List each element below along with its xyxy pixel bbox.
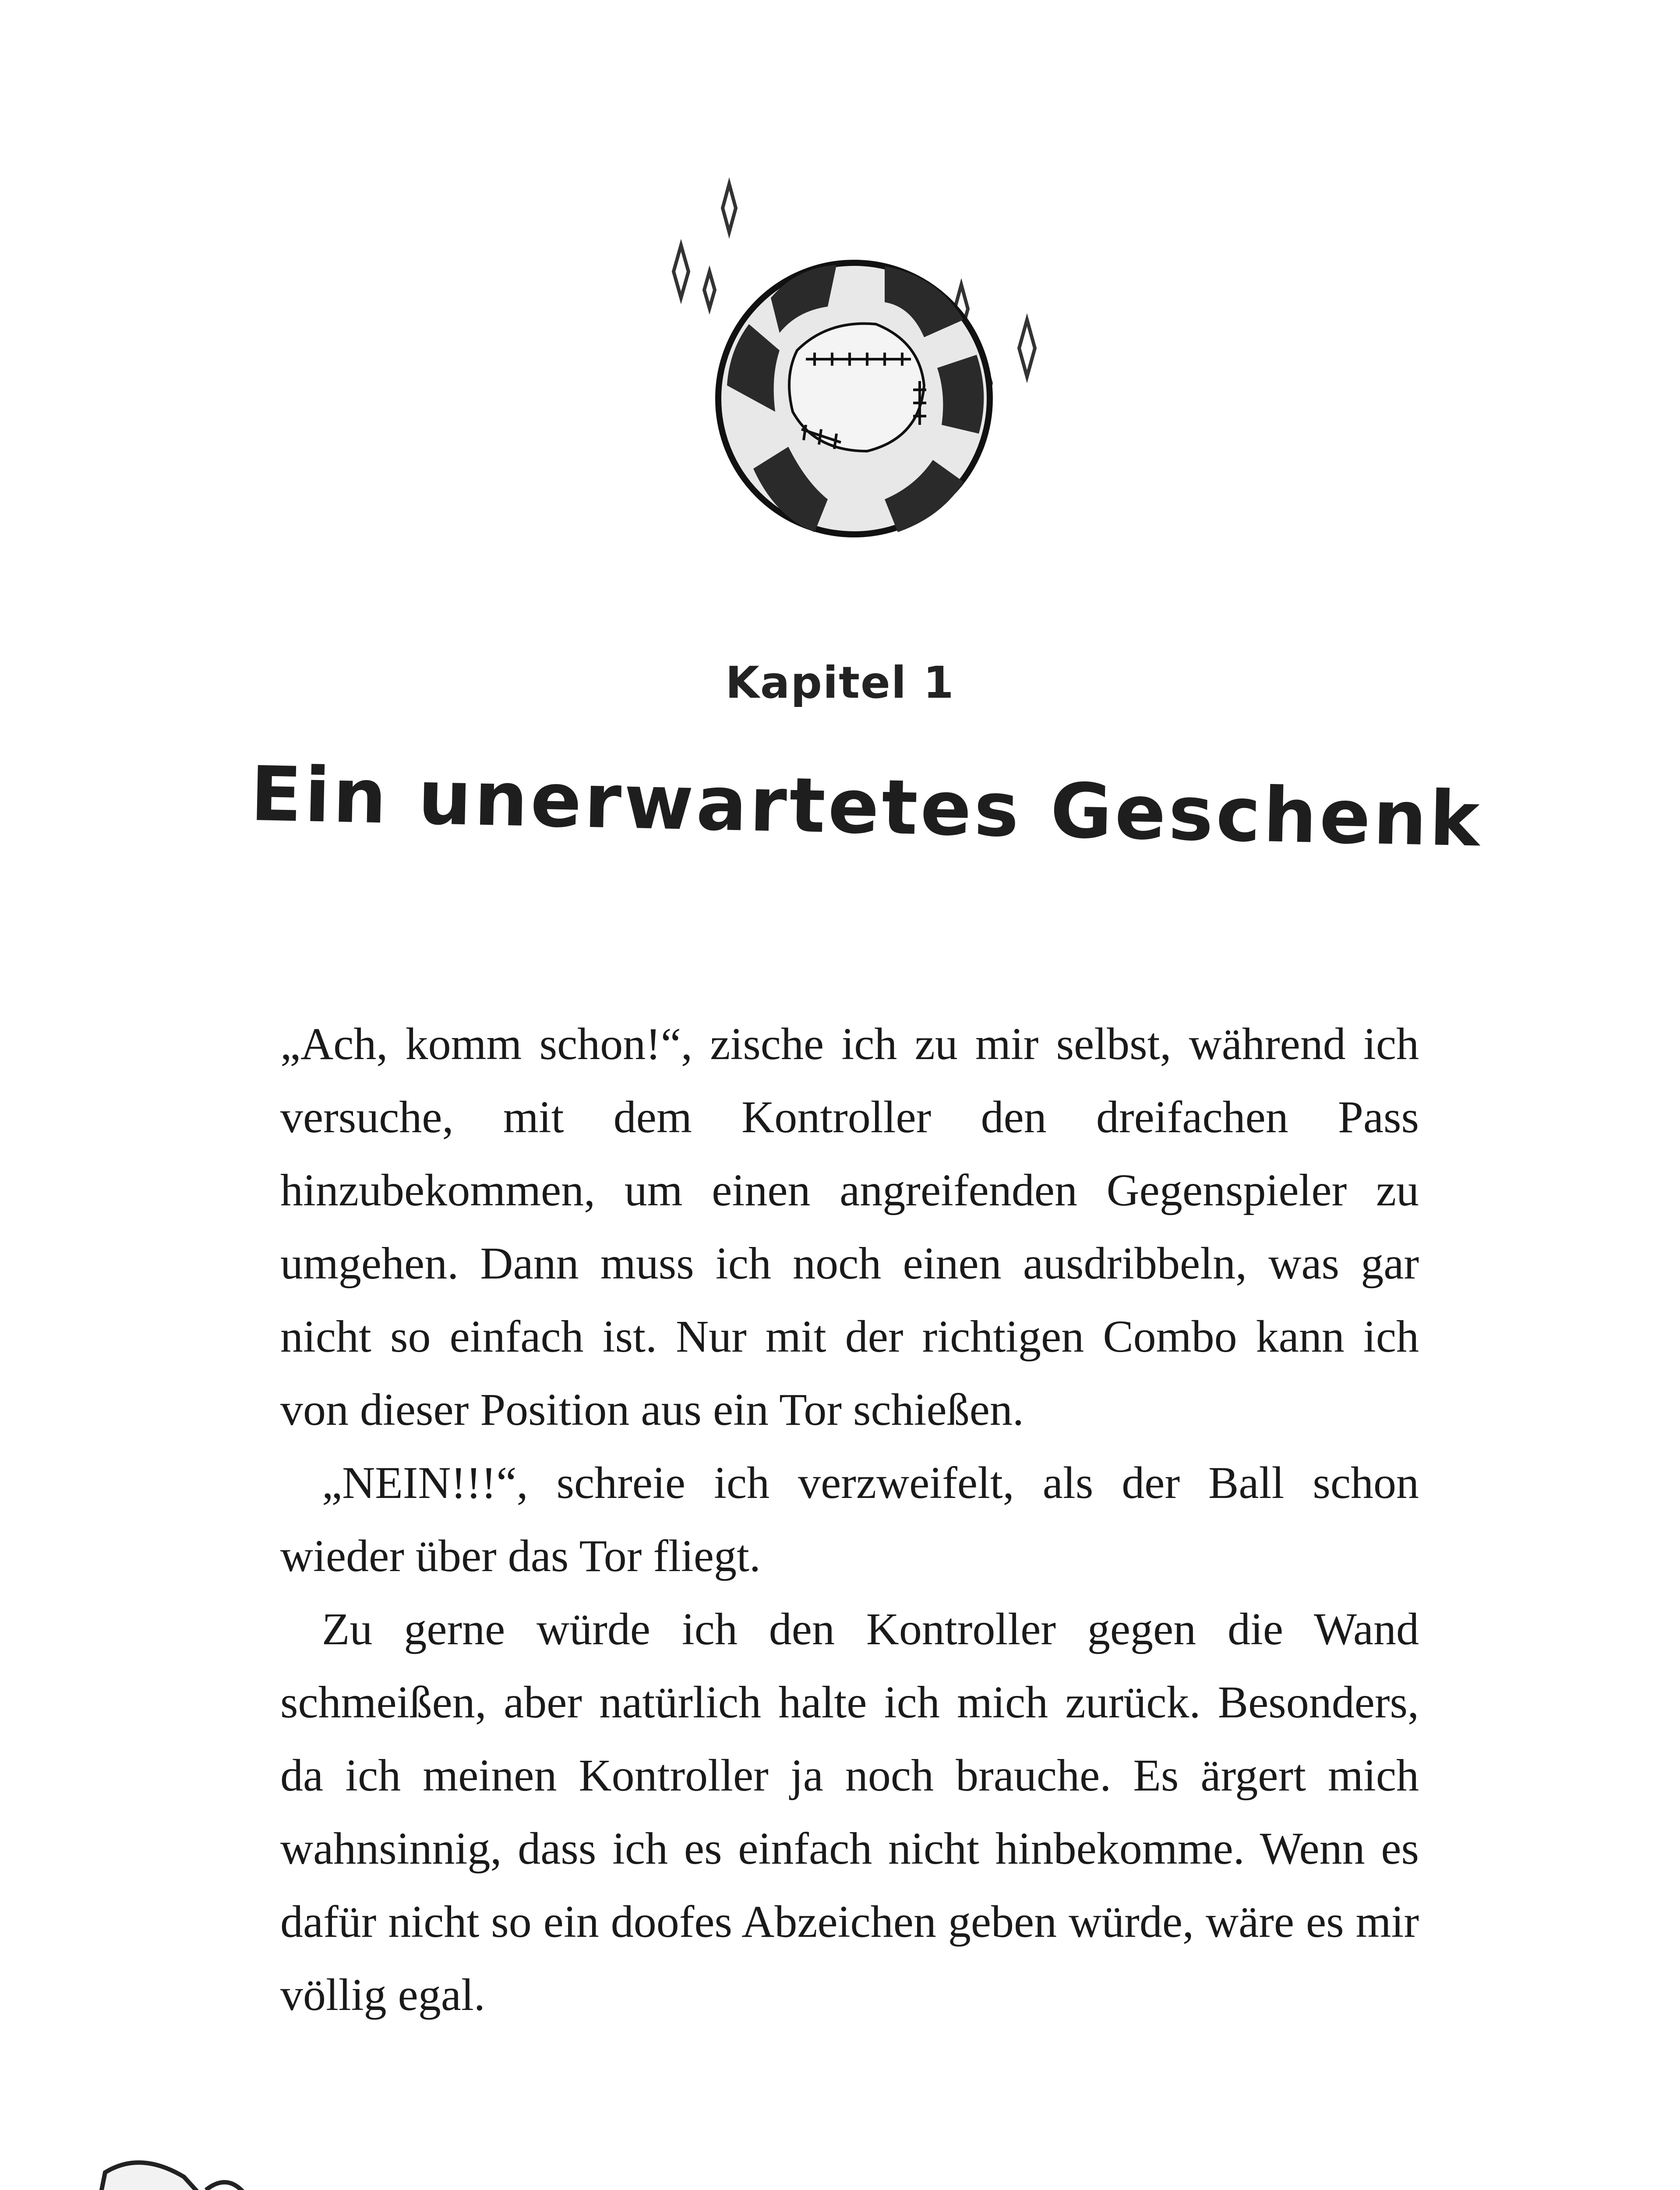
paragraph: Zu gerne würde ich den Kontroller gegen die Wand schmeißen, aber natürlich halte ich mich zurück. Besonders, da ich meinen Kontroller ja noch brauche. Es ärgert mich wahnsinnig, dass ich es einfach nicht hinbekomme. Wenn es dafür nicht so ein doofes Abzeichen geben würde, wäre es mir völlig egal. (280, 1604, 1419, 2020)
chapter-title: Ein unerwartetes Geschenk (249, 749, 1483, 864)
grass-illustration (0, 2124, 1680, 2190)
paragraph: „Ach, komm schon!“, zische ich zu mir selbst, während ich versuche, mit dem Kontroller den dreifachen Pass hinzubekommen, um einen angreifenden Gegenspieler zu umgehen. Dann muss ich noch einen ausdribbeln, was gar nicht so einfach ist. Nur mit der richtigen Combo kann ich von dieser Position aus ein Tor schießen. (280, 1019, 1419, 1435)
chapter-label: Kapitel 1 (725, 657, 955, 708)
paragraph: „NEIN!!!“, schreie ich verzweifelt, als der Ball schon wieder über das Tor fliegt. (280, 1458, 1419, 1581)
body-text (280, 1007, 1419, 2031)
cleats-icon (92, 2162, 361, 2190)
soccer-ball-illustration (639, 166, 1077, 569)
